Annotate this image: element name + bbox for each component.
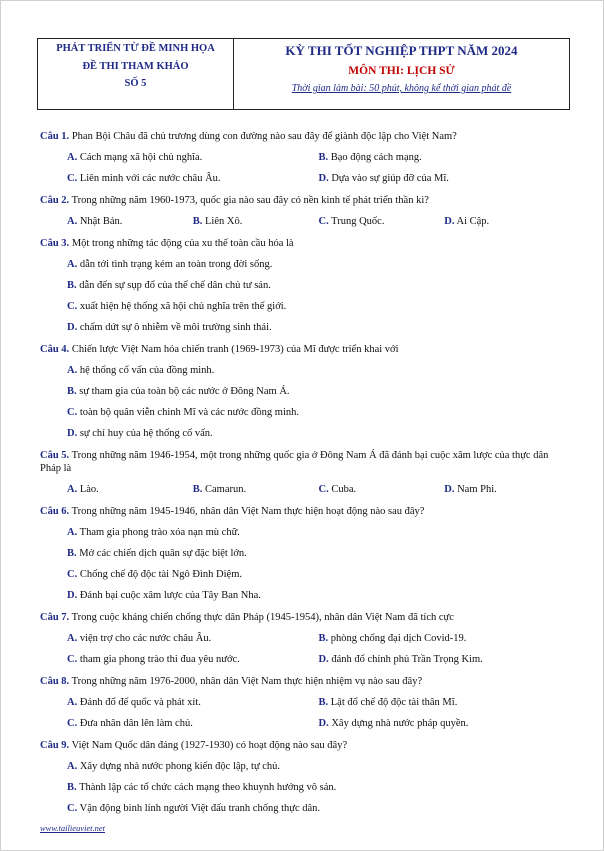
footer-link[interactable]: www.tailieuviet.net bbox=[40, 823, 105, 833]
option-a[interactable]: A. Xây dựng nhà nước phong kiến độc lập, tự chủ. bbox=[67, 761, 281, 772]
option-b[interactable]: B. Lật đổ chế độ độc tài thân Mĩ. bbox=[318, 697, 458, 708]
question-label: Câu 3. bbox=[40, 238, 70, 249]
question-label: Câu 9. bbox=[40, 740, 70, 751]
answer-options bbox=[40, 215, 570, 228]
header-left-box bbox=[38, 39, 234, 109]
option-d[interactable]: D. Đánh bại cuộc xâm lược của Tây Ban Nha. bbox=[67, 590, 261, 601]
option-d[interactable]: D. sự chỉ huy của hệ thống cố vấn. bbox=[67, 428, 213, 439]
option-d[interactable]: D. Ai Cập. bbox=[444, 216, 490, 227]
answer-options bbox=[40, 526, 570, 602]
question-label: Câu 7. bbox=[40, 612, 70, 623]
option-a[interactable]: A. Lào. bbox=[67, 484, 99, 495]
header-exam-type: ĐỀ THI THAM KHẢO bbox=[82, 61, 189, 72]
option-d[interactable]: D. chấm dứt sự ô nhiễm về môi trường sinh thái. bbox=[67, 322, 272, 333]
question-text: Trong cuộc kháng chiến chống thực dân Pháp (1945-1954), nhân dân Việt Nam đã tích cực bbox=[71, 612, 454, 623]
question-9 bbox=[40, 739, 570, 815]
option-c[interactable]: C. tham gia phong trào thi đua yêu nước. bbox=[67, 654, 240, 665]
question-text: Trong những năm 1976-2000, nhân dân Việt Nam thực hiện nhiệm vụ nào sau đây? bbox=[71, 676, 423, 687]
option-b[interactable]: B. phòng chống đại dịch Covid-19. bbox=[318, 633, 467, 644]
question-label: Câu 2. bbox=[40, 195, 70, 206]
question-label: Câu 6. bbox=[40, 506, 70, 517]
option-b[interactable]: B. Camarun. bbox=[192, 484, 247, 495]
question-stem bbox=[40, 237, 570, 250]
exam-header bbox=[37, 38, 570, 110]
question-stem bbox=[40, 194, 570, 207]
header-source: PHÁT TRIỂN TỪ ĐỀ MINH HỌA bbox=[56, 43, 215, 54]
question-stem bbox=[40, 739, 570, 752]
option-a[interactable]: A. Nhật Bản. bbox=[67, 216, 123, 227]
option-d[interactable]: D. đánh đổ chính phủ Trần Trọng Kim. bbox=[318, 654, 483, 665]
option-c[interactable]: C. Vận động binh lính người Việt đấu tranh chống thực dân. bbox=[67, 803, 321, 814]
answer-options bbox=[40, 632, 570, 666]
question-stem bbox=[40, 505, 570, 518]
question-stem bbox=[40, 611, 570, 624]
header-exam-number: SỐ 5 bbox=[124, 78, 147, 89]
option-a[interactable]: A. Đánh đổ đế quốc và phát xít. bbox=[67, 697, 201, 708]
option-c[interactable]: C. Trung Quốc. bbox=[318, 216, 385, 227]
question-8 bbox=[40, 675, 570, 730]
question-list bbox=[40, 130, 570, 824]
option-a[interactable]: A. Cách mạng xã hội chủ nghĩa. bbox=[67, 152, 203, 163]
option-b[interactable]: B. dẫn đến sự sụp đổ của thể chế dân chủ tư sản. bbox=[67, 280, 271, 291]
question-text: Chiến lược Việt Nam hóa chiến tranh (1969-1973) của Mĩ được triển khai với bbox=[71, 344, 399, 355]
option-c[interactable]: C. Cuba. bbox=[318, 484, 357, 495]
option-a[interactable]: A. dẫn tới tình trạng kém an toàn trong đời sống. bbox=[67, 259, 273, 270]
question-4 bbox=[40, 343, 570, 440]
answer-options bbox=[40, 258, 570, 334]
question-2 bbox=[40, 194, 570, 228]
exam-title: KỲ THI TỐT NGHIỆP THPT NĂM 2024 bbox=[285, 43, 518, 58]
question-text: Trong những năm 1946-1954, một trong những quốc gia ở Đông Nam Á đã đánh bại cuộc xâm lược của thực dân Pháp là bbox=[40, 450, 549, 474]
question-stem bbox=[40, 449, 570, 475]
question-label: Câu 5. bbox=[40, 450, 70, 461]
question-1 bbox=[40, 130, 570, 185]
question-text: Trong những năm 1945-1946, nhân dân Việt Nam thực hiện hoạt động nào sau đây? bbox=[71, 506, 425, 517]
answer-options bbox=[40, 364, 570, 440]
question-label: Câu 8. bbox=[40, 676, 70, 687]
answer-options bbox=[40, 151, 570, 185]
option-c[interactable]: C. toàn bộ quân viễn chinh Mĩ và các nước đồng minh. bbox=[67, 407, 299, 418]
question-6 bbox=[40, 505, 570, 602]
question-3 bbox=[40, 237, 570, 334]
option-a[interactable]: A. viện trợ cho các nước châu Âu. bbox=[67, 633, 212, 644]
option-d[interactable]: D. Nam Phi. bbox=[444, 484, 497, 495]
question-text: Trong những năm 1960-1973, quốc gia nào sau đây có nền kinh tế phát triển thần kì? bbox=[71, 195, 429, 206]
option-d[interactable]: D. Xây dựng nhà nước pháp quyền. bbox=[318, 718, 469, 729]
exam-subject: MÔN THI: LỊCH SỬ bbox=[348, 65, 455, 77]
option-b[interactable]: B. sự tham gia của toàn bộ các nước ở Đông Nam Á. bbox=[67, 386, 290, 397]
question-7 bbox=[40, 611, 570, 666]
question-label: Câu 4. bbox=[40, 344, 70, 355]
question-5 bbox=[40, 449, 570, 496]
question-stem bbox=[40, 130, 570, 143]
option-a[interactable]: A. Tham gia phong trào xóa nạn mù chữ. bbox=[67, 527, 240, 538]
exam-time: Thời gian làm bài: 50 phút, không kể thời gian phát đề bbox=[291, 83, 512, 94]
option-c[interactable]: C. Đưa nhân dân lên làm chủ. bbox=[67, 718, 193, 729]
option-b[interactable]: B. Bạo động cách mạng. bbox=[318, 152, 422, 163]
question-label: Câu 1. bbox=[40, 131, 70, 142]
option-c[interactable]: C. Chống chế độ độc tài Ngô Đình Diệm. bbox=[67, 569, 242, 580]
option-b[interactable]: B. Liên Xô. bbox=[192, 216, 243, 227]
question-text: Phan Bội Châu đã chủ trương dùng con đường nào sau đây để giành độc lập cho Việt Nam? bbox=[71, 131, 457, 142]
option-c[interactable]: C. xuất hiện hệ thống xã hội chủ nghĩa trên thế giới. bbox=[67, 301, 287, 312]
question-text: Một trong những tác động của xu thế toàn cầu hóa là bbox=[71, 238, 294, 249]
answer-options bbox=[40, 483, 570, 496]
question-stem bbox=[40, 675, 570, 688]
option-a[interactable]: A. hệ thống cố vấn của đồng minh. bbox=[67, 365, 215, 376]
option-c[interactable]: C. Liên minh với các nước châu Âu. bbox=[67, 173, 221, 184]
answer-options bbox=[40, 696, 570, 730]
question-stem bbox=[40, 343, 570, 356]
header-right-box bbox=[234, 39, 569, 109]
option-d[interactable]: D. Dựa vào sự giúp đỡ của Mĩ. bbox=[318, 173, 449, 184]
answer-options bbox=[40, 760, 570, 815]
option-b[interactable]: B. Thành lập các tổ chức cách mạng theo khuynh hướng vô sản. bbox=[67, 782, 337, 793]
question-text: Việt Nam Quốc dân đảng (1927-1930) có hoạt động nào sau đây? bbox=[71, 740, 348, 751]
option-b[interactable]: B. Mở các chiến dịch quân sự đặc biệt lớn. bbox=[67, 548, 247, 559]
